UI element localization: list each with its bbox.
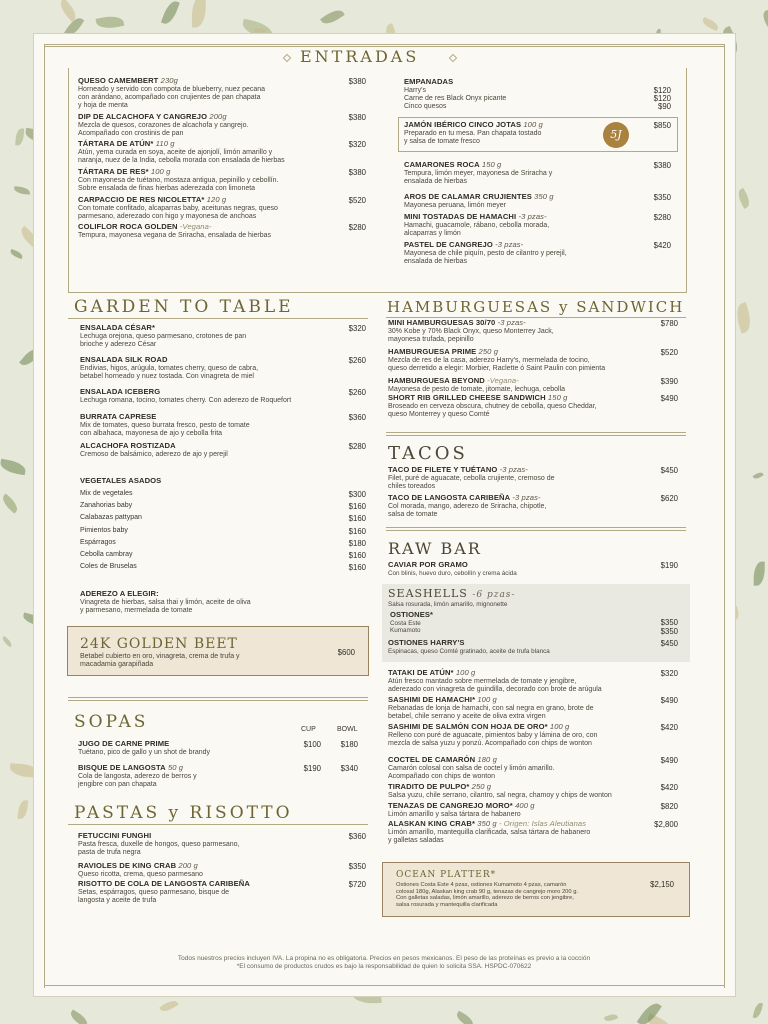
item-weight: 180 g bbox=[475, 755, 497, 764]
item-desc: Setas, espárragos, queso parmesano, bisque de langosta y aceite de trufa bbox=[78, 888, 229, 904]
item-weight: 150 g bbox=[479, 160, 502, 169]
item-name: EMPANADAS bbox=[404, 77, 454, 86]
item-weight: 110 g bbox=[153, 139, 175, 148]
item-name-text: JUGO DE CARNE PRIME bbox=[78, 739, 170, 748]
item-desc: Kumamoto bbox=[390, 626, 421, 634]
item-desc: Mayonesa de pesto de tomate, jitomate, lechuga, cebolla bbox=[388, 385, 566, 393]
item-desc: Salsa rosurada, limón amarillo, mignonette bbox=[388, 601, 508, 608]
item-desc: Tempura, mayonesa vegana de Sriracha, ensalada de hierbas bbox=[78, 231, 272, 239]
item-name bbox=[404, 213, 644, 222]
divider bbox=[68, 318, 368, 319]
item-name: CAVIAR POR GRAMO bbox=[388, 560, 468, 569]
menu-item bbox=[78, 862, 328, 879]
item-name-text: BISQUE DE LANGOSTA bbox=[78, 763, 166, 772]
divider bbox=[724, 44, 725, 988]
item-desc: Con mayonesa de tuétano, mostaza antigua, pepinillo y cebollín. Sobre ensalada de finas hierbas aderezada con limoneta bbox=[78, 176, 279, 192]
section-title-entradas: ENTRADAS bbox=[300, 47, 420, 66]
menu-item bbox=[388, 669, 658, 694]
section-title-garden: GARDEN TO TABLE bbox=[74, 297, 294, 317]
item-price: $160 bbox=[348, 551, 366, 560]
item-name-text: PASTEL DE CANGREJO bbox=[404, 240, 493, 249]
item-name bbox=[78, 113, 348, 122]
menu-item bbox=[80, 388, 350, 405]
item-weight: 100 g bbox=[547, 722, 570, 731]
item-desc: Camarón colosal con salsa de coctel y limón amarillo. Acompañado con chips de wonton bbox=[388, 764, 555, 780]
item-price: $280 bbox=[653, 213, 671, 222]
item-weight: 200g bbox=[207, 112, 227, 121]
item-desc: Cremoso de balsámico, aderezo de ajo y perejil bbox=[80, 450, 228, 458]
leaf-decoration bbox=[760, 10, 768, 32]
leaf-decoration bbox=[14, 186, 31, 195]
item-weight: 200 g bbox=[176, 861, 198, 870]
leaf-decoration bbox=[0, 493, 21, 513]
item-price: $320 bbox=[348, 324, 366, 333]
item-name: JAMÓN IBÉRICO CINCO JOTAS bbox=[404, 120, 522, 129]
menu-item bbox=[78, 113, 348, 138]
menu-item bbox=[80, 442, 350, 459]
footer-note: *El consumo de productos crudos es bajo la responsabilidad de quien lo solicita SSA. HSPDC-070622 bbox=[236, 963, 532, 970]
item-desc: Cinco quesos bbox=[404, 102, 447, 110]
item-name bbox=[388, 723, 658, 732]
item-name bbox=[78, 862, 328, 871]
item-desc: Mezcla de res de la casa, aderezo Harry's, mermelada de tocino, queso derretido a elegir: Morbier, Raclette ó Saint Paulin con pimienta bbox=[388, 356, 606, 372]
item-weight: 350 g bbox=[531, 192, 554, 201]
cup-price: $100 bbox=[303, 740, 321, 749]
item-weight: 100 g bbox=[148, 167, 171, 176]
item-price: $260 bbox=[348, 356, 366, 365]
harrys-item bbox=[388, 639, 638, 655]
item-name-text: HAMBURGUESA BEYOND bbox=[388, 376, 485, 385]
item-name-text: CAMARONES ROCA bbox=[404, 160, 480, 169]
item-name bbox=[388, 669, 658, 678]
item-name-text: QUESO CAMEMBERT bbox=[78, 76, 159, 85]
item-name bbox=[80, 356, 350, 365]
item-name bbox=[404, 193, 644, 202]
item-desc: Costa Este bbox=[390, 619, 421, 627]
leaf-decoration bbox=[17, 799, 28, 819]
item-name bbox=[78, 740, 298, 749]
leaf-decoration bbox=[604, 1013, 618, 1023]
menu-item bbox=[80, 413, 350, 438]
leaf-decoration bbox=[753, 1002, 763, 1019]
item-desc: Mayonesa peruana, limón meyer bbox=[404, 201, 506, 209]
item-weight: 350 g bbox=[475, 819, 497, 828]
item-price: $380 bbox=[653, 161, 671, 170]
item-name-text: ENSALADA SILK ROAD bbox=[80, 355, 168, 364]
cinco-jotas-logo: 5J bbox=[603, 122, 629, 148]
item-name: OSTIONES HARRY'S bbox=[388, 638, 465, 647]
golden-beet-title: 24K GOLDEN BEET bbox=[80, 636, 238, 652]
item-price: $490 bbox=[660, 696, 678, 705]
item-name bbox=[388, 377, 658, 386]
veg-item: Calabazas pattypan bbox=[80, 514, 142, 522]
item-desc: Mix de tomates, queso burrata fresco, pesto de tomate con albahaca, mayonesa de ajo y cebolla frita bbox=[80, 421, 250, 437]
item-price: $420 bbox=[660, 783, 678, 792]
item-name bbox=[78, 196, 348, 205]
item-price: $160 bbox=[348, 502, 366, 512]
divider bbox=[386, 432, 686, 436]
item-name bbox=[78, 168, 348, 177]
section-title-rawbar: RAW BAR bbox=[388, 539, 482, 558]
item-name-text: DIP DE ALCACHOFA Y CANGREJO bbox=[78, 112, 208, 121]
item-price: $120 bbox=[653, 86, 671, 95]
item-name bbox=[388, 756, 658, 765]
item-price: $260 bbox=[348, 388, 366, 397]
item-desc: Pasta fresca, duxelle de hongos, queso parmesano, pasta de trufa negra bbox=[78, 840, 240, 856]
leaf-decoration bbox=[0, 459, 27, 475]
item-price: $280 bbox=[348, 442, 366, 451]
item-price: $620 bbox=[660, 494, 678, 503]
leaf-decoration bbox=[735, 187, 752, 208]
menu-item bbox=[78, 832, 328, 857]
item-price: $2,800 bbox=[654, 820, 678, 829]
item-price: $450 bbox=[660, 639, 678, 648]
item-desc: Harry's bbox=[404, 86, 426, 94]
menu-item bbox=[388, 820, 658, 845]
leaf-decoration bbox=[159, 998, 179, 1015]
item-weight: 100 g bbox=[453, 668, 476, 677]
menu-item bbox=[78, 140, 348, 165]
item-weight: 230g bbox=[158, 76, 178, 85]
item-price: $350 bbox=[660, 618, 678, 627]
item-price: $160 bbox=[348, 563, 366, 573]
item-price: $520 bbox=[660, 348, 678, 357]
item-name-text: TENAZAS DE CANGREJO MORO* bbox=[388, 801, 513, 810]
divider bbox=[386, 527, 686, 531]
leaf-decoration bbox=[0, 636, 13, 648]
section-title-hamburguesas: HAMBURGUESAS y SANDWICH bbox=[387, 298, 685, 316]
item-price: $280 bbox=[348, 223, 366, 232]
bowl-header: BOWL bbox=[337, 726, 358, 733]
menu-item bbox=[78, 740, 298, 757]
veg-item: Cebolla cambray bbox=[80, 551, 133, 558]
item-name bbox=[388, 696, 658, 705]
item-name bbox=[78, 140, 348, 149]
ocean-platter-desc bbox=[396, 882, 636, 909]
item-desc: Con tomate confitado, alcaparras baby, aceitunas negras, queso parmesano, aderezado con higo y mayonesa de anchoas bbox=[78, 204, 278, 220]
item-name-text: TÁRTARA DE RES* bbox=[78, 167, 149, 176]
item-desc: Lechuga romana, tocino, tomates cherry. Con aderezo de Roquefort bbox=[80, 396, 292, 404]
item-desc: Vinagreta de hierbas, salsa thai y limón, aceite de oliva y parmesano, mermelada de tomate bbox=[80, 598, 251, 614]
cup-header: CUP bbox=[301, 726, 316, 733]
seashells-desc bbox=[388, 601, 638, 608]
item-weight: 120 g bbox=[204, 195, 227, 204]
item-name bbox=[388, 820, 658, 829]
item-price: $300 bbox=[348, 490, 366, 499]
veg-title-label: VEGETALES ASADOS bbox=[80, 476, 162, 485]
menu-item bbox=[78, 196, 348, 221]
leaf-decoration bbox=[68, 1010, 90, 1024]
item-name-text: COCTEL DE CAMARÓN bbox=[388, 755, 476, 764]
item-note: -Vegana- bbox=[484, 376, 519, 385]
item-name: ADEREZO A ELEGIR: bbox=[80, 589, 159, 598]
item-desc: Tuétano, pico de gallo y un shot de brandy bbox=[78, 748, 211, 756]
item-desc: Col morada, mango, aderezo de Sriracha, chipotle, salsa de tomate bbox=[388, 502, 547, 518]
item-name bbox=[78, 223, 348, 232]
item-name bbox=[78, 77, 348, 86]
item-weight: 100 g bbox=[475, 695, 497, 704]
item-desc: Broseado en cerveza obscura, chutney de cebolla, queso Cheddar, queso Monterrey y queso Comté bbox=[388, 402, 597, 418]
leaf-decoration bbox=[733, 301, 754, 333]
item-price: $120 bbox=[653, 94, 671, 103]
jamon-item bbox=[404, 121, 604, 146]
item-weight: -3 pzas- bbox=[497, 465, 528, 474]
item-price: $320 bbox=[348, 140, 366, 149]
item-weight: 400 g bbox=[512, 801, 535, 810]
item-name bbox=[388, 802, 658, 811]
item-price: $780 bbox=[660, 319, 678, 328]
item-name-text: TATAKI DE ATÚN* bbox=[388, 668, 454, 677]
item-weight: -3 pzas- bbox=[510, 493, 541, 502]
item-note: - Origen: Islas Aleutianas bbox=[496, 819, 587, 828]
ocean-platter-title: OCEAN PLATTER* bbox=[396, 870, 497, 880]
item-price: $380 bbox=[348, 168, 366, 177]
item-price: $520 bbox=[348, 196, 366, 205]
item-name: OSTIONES* bbox=[390, 610, 434, 619]
item-name-text: ALCACHOFA ROSTIZADA bbox=[80, 441, 176, 450]
item-weight: 100 g bbox=[523, 120, 543, 129]
menu-item bbox=[78, 168, 348, 193]
item-name-text: BURRATA CAPRESE bbox=[80, 412, 157, 421]
menu-item bbox=[78, 880, 328, 905]
veg-item: Mix de vegetales bbox=[80, 490, 133, 497]
item-name-text: AROS DE CALAMAR CRUJIENTES bbox=[404, 192, 532, 201]
item-weight: 250 g bbox=[476, 347, 499, 356]
item-desc: Espinacas, queso Comté gratinado, aceite de trufa blanca bbox=[388, 647, 550, 655]
item-name-text: HAMBURGUESA PRIME bbox=[388, 347, 477, 356]
item-desc: Rebanadas de lonja de hamachi, con sal negra en grano, brote de betabel, chile serrano y aceite de oliva extra virgen bbox=[388, 704, 594, 720]
veg-item: Coles de Bruselas bbox=[80, 563, 137, 571]
item-name-text: SASHIMI DE SALMÓN CON HOJA DE ORO* bbox=[388, 722, 548, 731]
item-price: $490 bbox=[660, 756, 678, 765]
menu-item bbox=[404, 241, 644, 266]
menu-item bbox=[388, 319, 658, 344]
leaf-decoration bbox=[10, 249, 24, 259]
item-desc: Atún fresco mantado sobre mermelada de tomate y jengibre, aderezado con vinagreta de guindilla, decorado con brote de arúgula bbox=[388, 677, 602, 693]
item-weight: -3 pzas- bbox=[495, 318, 526, 327]
item-price: $350 bbox=[660, 627, 678, 636]
leaf-decoration bbox=[192, 0, 207, 27]
item-price: $190 bbox=[660, 561, 678, 570]
item-price: $420 bbox=[653, 241, 671, 250]
item-name-text: RISOTTO DE COLA DE LANGOSTA CARIBEÑA bbox=[78, 879, 250, 888]
item-name-text: RAVIOLES DE KING CRAB bbox=[78, 861, 177, 870]
leaf-decoration bbox=[320, 6, 345, 27]
item-price: $450 bbox=[660, 466, 678, 475]
menu-item bbox=[388, 802, 658, 819]
golden-beet-desc bbox=[80, 653, 310, 669]
item-price: $380 bbox=[348, 113, 366, 122]
item-name bbox=[388, 319, 658, 328]
item-desc: Atún, yema curada en soya, aceite de ajonjolí, limón amarillo y naranja, nuez de la India, cebolla morada con ensalada de hierbas bbox=[78, 148, 285, 164]
item-weight: 150 g bbox=[545, 393, 568, 402]
item-name bbox=[78, 880, 328, 889]
menu-item bbox=[388, 494, 648, 519]
menu-item bbox=[388, 723, 658, 748]
veg-title bbox=[80, 477, 280, 486]
item-name-text: SASHIMI DE HAMACHI* bbox=[388, 695, 476, 704]
item-name bbox=[388, 466, 648, 475]
leaf-decoration bbox=[454, 1011, 475, 1024]
item-name-text: CARPACCIO DE RES NICOLETTA* bbox=[78, 195, 205, 204]
item-name-text: TACO DE FILETE Y TUÉTANO bbox=[388, 465, 498, 474]
leaf-decoration bbox=[701, 17, 719, 30]
leaf-decoration bbox=[753, 471, 764, 481]
item-weight: -3 pzas- bbox=[492, 240, 524, 249]
item-desc: Con blinis, huevo duro, cebollín y crema ácida bbox=[388, 569, 517, 577]
leaf-decoration bbox=[161, 0, 180, 26]
item-price: $350 bbox=[653, 193, 671, 202]
item-price: $720 bbox=[348, 880, 366, 889]
item-price: $180 bbox=[348, 538, 366, 548]
menu-item bbox=[404, 193, 644, 210]
item-price: $380 bbox=[348, 77, 366, 86]
item-name-text: TIRADITO DE PULPO* bbox=[388, 782, 470, 791]
item-price: $90 bbox=[657, 102, 671, 111]
menu-item bbox=[388, 394, 658, 419]
section-title-tacos: TACOS bbox=[388, 443, 468, 464]
section-title-pastas: PASTAS y RISOTTO bbox=[74, 803, 293, 823]
item-price: $600 bbox=[337, 648, 355, 657]
leaf-decoration bbox=[95, 13, 124, 30]
item-name-text: TÁRTARA DE ATÚN* bbox=[78, 139, 154, 148]
item-desc: Tempura, limón meyer, mayonesa de Sriracha y ensalada de hierbas bbox=[404, 169, 553, 185]
item-price: $160 bbox=[348, 514, 366, 524]
item-name-text: MINI HAMBURGUESAS 30/70 bbox=[388, 318, 496, 327]
veg-item: Zanahorias baby bbox=[80, 502, 133, 510]
item-name-text: MINI TOSTADAS DE HAMACHI bbox=[404, 212, 517, 221]
item-price: $850 bbox=[653, 121, 671, 130]
leaf-decoration bbox=[754, 562, 765, 586]
item-price: $820 bbox=[660, 802, 678, 811]
item-name bbox=[80, 388, 350, 397]
item-desc: Queso ricotta, crema, queso parmesano bbox=[78, 870, 203, 878]
item-price: $160 bbox=[348, 526, 366, 536]
item-name bbox=[80, 324, 350, 333]
item-name-text: COLIFLOR ROCA GOLDEN bbox=[78, 222, 178, 231]
item-name bbox=[404, 161, 644, 170]
item-name bbox=[388, 494, 648, 503]
item-desc: Cola de langosta, aderezo de berros y jengibre con pan chapata bbox=[78, 772, 197, 788]
item-name bbox=[78, 832, 328, 841]
item-weight: -3 pzas- bbox=[516, 212, 547, 221]
item-name-text: ALASKAN KING CRAB* bbox=[388, 819, 476, 828]
item-name bbox=[80, 413, 350, 422]
menu-item bbox=[404, 213, 644, 238]
veg-item: Pimientos baby bbox=[80, 526, 128, 534]
item-desc: Filet, puré de aguacate, cebolla crujiente, cremoso de chiles toreados bbox=[388, 474, 555, 490]
divider bbox=[68, 824, 368, 825]
caviar-item bbox=[388, 561, 638, 577]
leaf-decoration bbox=[15, 128, 24, 146]
divider bbox=[44, 985, 725, 986]
item-desc: Carne de res Black Onyx picante bbox=[404, 94, 507, 102]
item-note: -Vegana- bbox=[177, 222, 212, 231]
item-weight: 50 g bbox=[165, 763, 184, 772]
menu-item bbox=[78, 764, 298, 789]
item-desc: Relleno con puré de aguacate, pimientos baby y lámina de oro, con mezcla de salsa yuzu y ponzú. Acompañado con chips de wonton bbox=[388, 731, 598, 747]
item-desc: Betabel cubierto en oro, vinagreta, crema de trufa y macadamia garapiñada bbox=[80, 653, 240, 669]
item-price: $390 bbox=[660, 377, 678, 386]
item-desc: Lechuga orejona, queso parmesano, crotones de pan brioche y aderezo César bbox=[80, 332, 247, 348]
item-name bbox=[80, 442, 350, 451]
menu-item bbox=[388, 783, 658, 800]
item-price: $360 bbox=[348, 832, 366, 841]
item-price: $320 bbox=[660, 669, 678, 678]
empanadas-item bbox=[404, 78, 654, 111]
item-name bbox=[388, 783, 658, 792]
divider bbox=[44, 44, 45, 988]
veg-item: Espárragos bbox=[80, 538, 116, 546]
cup-price: $190 bbox=[303, 764, 321, 773]
item-desc: Horneado y servido con compota de blueberry, nuez pecana con arándano, acompañado con crujientes de pan chapata y hoja de menta bbox=[78, 85, 266, 109]
item-desc: Salsa yuzu, chile serrano, cilantro, sal negra, chamoy y chips de wonton bbox=[388, 791, 612, 799]
item-price: $490 bbox=[660, 394, 678, 403]
item-desc: Mayonesa de chile piquín, pesto de cilantro y perejil, ensalada de hierbas bbox=[404, 249, 567, 265]
item-name-text: ENSALADA ICEBERG bbox=[80, 387, 161, 396]
menu-item bbox=[388, 348, 658, 373]
bowl-price: $340 bbox=[340, 764, 358, 773]
seashells-label: SEASHELLS bbox=[388, 587, 468, 600]
menu-item bbox=[80, 324, 350, 349]
divider bbox=[68, 697, 368, 701]
item-weight: 250 g bbox=[469, 782, 492, 791]
item-name bbox=[388, 348, 658, 357]
item-desc: Hamachi, guacamole, rábano, cebolla morada, alcaparras y limón bbox=[404, 221, 550, 237]
item-price: $420 bbox=[660, 723, 678, 732]
item-desc: 30% Kobe y 70% Black Onyx, queso Monterrey Jack, mayonesa trufada, pepinillo bbox=[388, 327, 554, 343]
bowl-price: $180 bbox=[340, 740, 358, 749]
divider bbox=[44, 44, 725, 45]
section-title-sopas: SOPAS bbox=[74, 712, 149, 732]
item-name bbox=[78, 764, 298, 773]
item-name-text: TACO DE LANGOSTA CARIBEÑA bbox=[388, 493, 511, 502]
item-price: $360 bbox=[348, 413, 366, 422]
footer-note: Todos nuestros precios incluyen IVA. La propina no es obligatoria. Precios en pesos mexicanos. El peso de las proteínas es previo a la cocción bbox=[177, 955, 591, 962]
menu-item bbox=[78, 223, 348, 240]
item-desc: Preparado en tu mesa. Pan chapata tostado y salsa de tomate fresco bbox=[404, 129, 542, 145]
menu-item bbox=[404, 161, 644, 186]
aderezo-item bbox=[80, 590, 360, 615]
item-desc: Limón amarillo, mantequilla clarificada, salsa tártara de habanero y galletas saladas bbox=[388, 828, 591, 844]
item-name-text: FETUCCINI FUNGHI bbox=[78, 831, 152, 840]
menu-item bbox=[78, 77, 348, 110]
menu-item bbox=[388, 466, 648, 491]
menu-item bbox=[388, 696, 658, 721]
menu-item bbox=[388, 377, 658, 394]
seashells-title bbox=[388, 587, 515, 600]
seashells-count: -6 pzas- bbox=[472, 590, 516, 600]
ostiones-item bbox=[390, 611, 590, 634]
item-desc: Limón amarillo y salsa tártara de habanero bbox=[388, 810, 521, 818]
menu-item bbox=[80, 356, 350, 381]
item-price: $350 bbox=[348, 862, 366, 871]
item-name-text: ENSALADA CÉSAR* bbox=[80, 323, 156, 332]
item-name-text: SHORT RIB GRILLED CHEESE SANDWICH bbox=[388, 393, 546, 402]
item-desc: Mezcla de quesos, corazones de alcachofa y cangrejo. Acompañado con crostinis de pan bbox=[78, 121, 249, 137]
item-name bbox=[404, 241, 644, 250]
item-price: $2,150 bbox=[650, 880, 674, 889]
item-desc: Endivias, higos, arúgula, tomates cherry, queso de cabra, betabel horneado y nuez tostada. Con vinagreta de miel bbox=[80, 364, 259, 380]
menu-item bbox=[388, 756, 658, 781]
item-name bbox=[388, 394, 658, 403]
item-desc: Ostiones Costa Este 4 pzas, ostiones Kumamoto 4 pzas, camarón colosal 180g, Alaskan king crab 90 g, tenazas de cangrejo moro 200 g. Con galletas saladas, limón amarillo, aderezo de berros con jengibre, salsa rosurada y mantequilla clarificada bbox=[396, 882, 579, 908]
